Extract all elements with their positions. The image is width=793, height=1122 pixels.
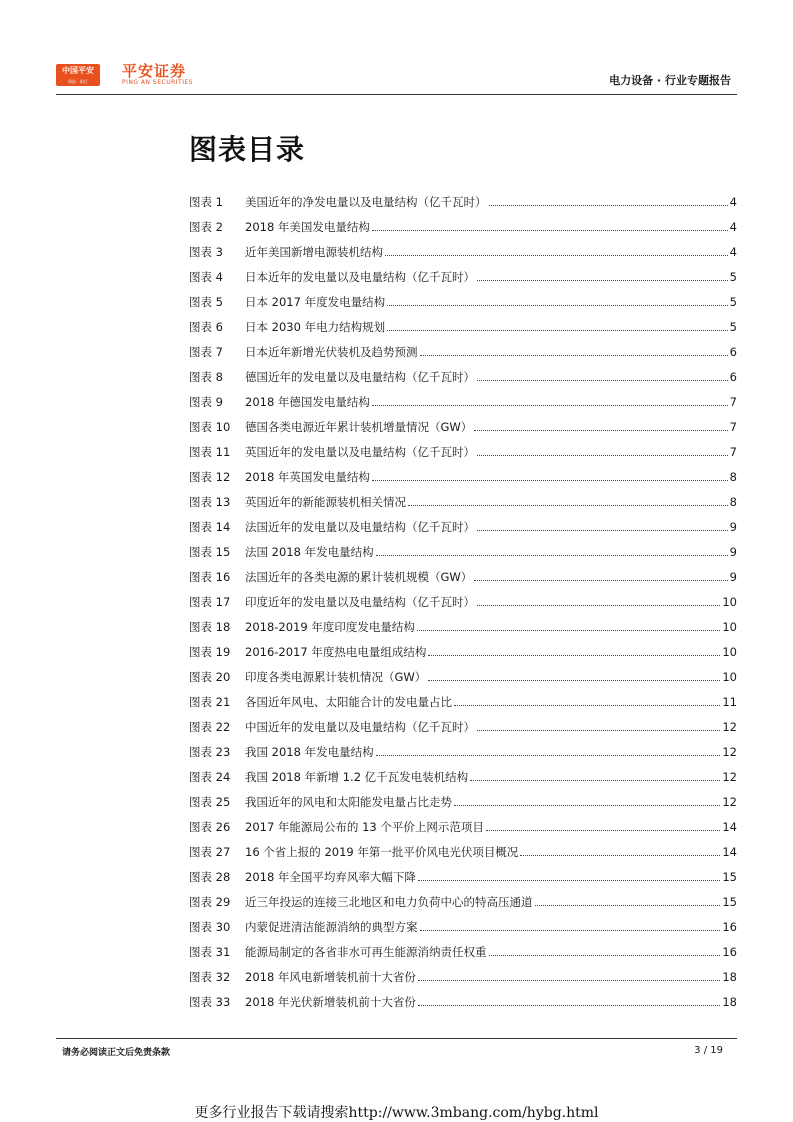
toc-dot-leader xyxy=(376,555,728,556)
toc-entry-title: 英国近年的新能源装机相关情况 xyxy=(245,494,406,509)
header-divider xyxy=(56,94,737,95)
toc-dot-leader xyxy=(418,880,720,881)
toc-entry-page: 18 xyxy=(722,994,737,1009)
toc-dot-leader xyxy=(418,980,720,981)
toc-entry-page: 4 xyxy=(729,244,737,259)
toc-entry[interactable] xyxy=(189,964,737,989)
toc-entry-title: 日本 2017 年度发电量结构 xyxy=(245,294,386,309)
toc-entry-label: 图表 10 xyxy=(189,419,231,434)
page-title: 图表目录 xyxy=(189,133,306,166)
toc-dot-leader xyxy=(486,830,720,831)
toc-entry-page: 16 xyxy=(722,944,737,959)
toc-entry-page: 14 xyxy=(722,819,737,834)
toc-entry[interactable] xyxy=(189,214,737,239)
footer-divider xyxy=(56,1038,737,1039)
toc-dot-leader xyxy=(477,730,720,731)
toc-entry[interactable] xyxy=(189,564,737,589)
toc-entry[interactable] xyxy=(189,764,737,789)
toc-entry-page: 12 xyxy=(722,769,737,784)
toc-entry[interactable] xyxy=(189,814,737,839)
brand-name-en: PING AN SECURITIES xyxy=(122,79,194,86)
toc-entry-title: 日本 2030 年电力结构规划 xyxy=(245,319,386,334)
toc-entry-label: 图表 16 xyxy=(189,569,231,584)
toc-entry-page: 12 xyxy=(722,719,737,734)
toc-entry-page: 11 xyxy=(722,694,737,709)
toc-entry-title: 2018 年风电新增装机前十大省份 xyxy=(245,969,416,984)
logo-box-subtext: 保险 · 银行 xyxy=(68,79,88,84)
toc-entry-label: 图表 15 xyxy=(189,544,231,559)
toc-dot-leader xyxy=(535,905,721,906)
toc-entry-label: 图表 17 xyxy=(189,594,231,609)
ping-an-logo-icon xyxy=(56,64,100,86)
toc-entry[interactable] xyxy=(189,939,737,964)
toc-entry-label: 图表 20 xyxy=(189,669,231,684)
toc-entry[interactable] xyxy=(189,539,737,564)
toc-entry[interactable] xyxy=(189,464,737,489)
toc-entry-title: 16 个省上报的 2019 年第一批平价风电光伏项目概况 xyxy=(245,844,519,859)
toc-entry-title: 近年美国新增电源装机结构 xyxy=(245,244,383,259)
toc-dot-leader xyxy=(477,530,728,531)
toc-entry-title: 日本近年新增光伏装机及趋势预测 xyxy=(245,344,418,359)
logo-box-text: 中国平安 xyxy=(62,66,94,75)
toc-entry-title: 我国近年的风电和太阳能发电量占比走势 xyxy=(245,794,452,809)
toc-entry-title: 2018 年全国平均弃风率大幅下降 xyxy=(245,869,416,884)
toc-entry-page: 6 xyxy=(729,369,737,384)
toc-entry-label: 图表 1 xyxy=(189,194,223,209)
toc-dot-leader xyxy=(454,705,720,706)
toc-entry-title: 2016-2017 年度热电电量组成结构 xyxy=(245,644,427,659)
toc-entry-title: 德国近年的发电量以及电量结构（亿千瓦时） xyxy=(245,369,475,384)
toc-entry-label: 图表 13 xyxy=(189,494,231,509)
toc-entry-page: 7 xyxy=(729,419,737,434)
toc-dot-leader xyxy=(428,655,720,656)
page-number: 3 / 19 xyxy=(694,1045,723,1056)
toc-entry[interactable] xyxy=(189,639,737,664)
toc-dot-leader xyxy=(477,455,728,456)
toc-entry[interactable] xyxy=(189,714,737,739)
toc-entry[interactable] xyxy=(189,514,737,539)
toc-entry-page: 10 xyxy=(722,594,737,609)
toc-entry-page: 4 xyxy=(729,194,737,209)
toc-dot-leader xyxy=(376,755,721,756)
toc-dot-leader xyxy=(387,305,728,306)
toc-entry-title: 2018 年英国发电量结构 xyxy=(245,469,370,484)
toc-entry-page: 16 xyxy=(722,919,737,934)
toc-dot-leader xyxy=(372,405,728,406)
toc-entry-label: 图表 27 xyxy=(189,844,231,859)
toc-dot-leader xyxy=(428,680,720,681)
toc-entry-label: 图表 3 xyxy=(189,244,223,259)
toc-entry[interactable] xyxy=(189,589,737,614)
toc-entry-title: 内蒙促进清洁能源消纳的典型方案 xyxy=(245,919,418,934)
toc-entry[interactable] xyxy=(189,189,737,214)
toc-entry-label: 图表 28 xyxy=(189,869,231,884)
toc-dot-leader xyxy=(417,630,721,631)
toc-entry[interactable] xyxy=(189,264,737,289)
toc-entry[interactable] xyxy=(189,739,737,764)
brand-name xyxy=(122,63,193,87)
toc-dot-leader xyxy=(477,380,728,381)
toc-entry-label: 图表 31 xyxy=(189,944,231,959)
toc-entry[interactable] xyxy=(189,414,737,439)
toc-entry-label: 图表 12 xyxy=(189,469,231,484)
toc-entry-page: 5 xyxy=(729,269,737,284)
toc-entry-label: 图表 14 xyxy=(189,519,231,534)
toc-entry-title: 法国 2018 年发电量结构 xyxy=(245,544,374,559)
footer-disclaimer: 请务必阅读正文后免责条款 xyxy=(62,1048,171,1058)
toc-entry-page: 6 xyxy=(729,344,737,359)
toc-entry-label: 图表 6 xyxy=(189,319,223,334)
toc-entry-title: 2018 年光伏新增装机前十大省份 xyxy=(245,994,416,1009)
toc-entry[interactable] xyxy=(189,889,737,914)
toc-entry-page: 5 xyxy=(729,294,737,309)
toc-entry-label: 图表 30 xyxy=(189,919,231,934)
toc-entry-title: 法国近年的各类电源的累计装机规模（GW） xyxy=(245,569,473,584)
toc-dot-leader xyxy=(418,1005,720,1006)
toc-entry[interactable] xyxy=(189,439,737,464)
toc-entry-label: 图表 5 xyxy=(189,294,223,309)
toc-dot-leader xyxy=(489,955,721,956)
toc-dot-leader xyxy=(385,255,728,256)
toc-entry-label: 图表 11 xyxy=(189,444,231,459)
toc-dot-leader xyxy=(408,505,728,506)
toc-entry-page: 15 xyxy=(722,894,737,909)
toc-entry[interactable] xyxy=(189,339,737,364)
toc-entry-title: 印度近年的发电量以及电量结构（亿千瓦时） xyxy=(245,594,475,609)
toc-entry[interactable] xyxy=(189,239,737,264)
toc-entry-label: 图表 29 xyxy=(189,894,231,909)
toc-entry-title: 我国 2018 年新增 1.2 亿千瓦发电装机结构 xyxy=(245,769,469,784)
toc-entry-page: 7 xyxy=(729,444,737,459)
toc-entry-title: 2018 年美国发电量结构 xyxy=(245,219,370,234)
toc-entry-label: 图表 8 xyxy=(189,369,223,384)
toc-entry-page: 8 xyxy=(729,494,737,509)
toc-entry-label: 图表 18 xyxy=(189,619,231,634)
toc-entry[interactable] xyxy=(189,789,737,814)
toc-entry-title: 中国近年的发电量以及电量结构（亿千瓦时） xyxy=(245,719,475,734)
toc-entry-title: 美国近年的净发电量以及电量结构（亿千瓦时） xyxy=(245,194,487,209)
toc-entry-page: 14 xyxy=(722,844,737,859)
toc-dot-leader xyxy=(489,205,728,206)
download-watermark: 更多行业报告下载请搜索http://www.3mbang.com/hybg.html xyxy=(194,1105,599,1121)
toc-dot-leader xyxy=(372,480,728,481)
toc-dot-leader xyxy=(420,355,728,356)
toc-entry-label: 图表 33 xyxy=(189,994,231,1009)
toc-entry-label: 图表 2 xyxy=(189,219,223,234)
header-logo xyxy=(56,62,193,88)
toc-dot-leader xyxy=(477,605,720,606)
toc-entry-page: 7 xyxy=(729,394,737,409)
report-type: 电力设备 · 行业专题报告 xyxy=(609,74,731,87)
toc-entry-page: 9 xyxy=(729,519,737,534)
toc-dot-leader xyxy=(474,580,727,581)
toc-entry[interactable] xyxy=(189,289,737,314)
toc-entry-label: 图表 24 xyxy=(189,769,231,784)
toc-entry-page: 12 xyxy=(722,744,737,759)
toc-entry-title: 英国近年的发电量以及电量结构（亿千瓦时） xyxy=(245,444,475,459)
toc-entry[interactable] xyxy=(189,864,737,889)
toc-entry-title: 我国 2018 年发电量结构 xyxy=(245,744,374,759)
toc-entry-page: 10 xyxy=(722,619,737,634)
toc-entry-page: 8 xyxy=(729,469,737,484)
table-of-figures xyxy=(189,189,737,1014)
toc-entry-page: 18 xyxy=(722,969,737,984)
toc-entry-title: 近三年投运的连接三北地区和电力负荷中心的特高压通道 xyxy=(245,894,533,909)
toc-entry-page: 4 xyxy=(729,219,737,234)
toc-entry[interactable] xyxy=(189,839,737,864)
toc-dot-leader xyxy=(420,930,721,931)
toc-entry[interactable] xyxy=(189,689,737,714)
toc-entry-title: 法国近年的发电量以及电量结构（亿千瓦时） xyxy=(245,519,475,534)
toc-entry-label: 图表 19 xyxy=(189,644,231,659)
toc-entry-page: 10 xyxy=(722,644,737,659)
toc-entry-label: 图表 7 xyxy=(189,344,223,359)
toc-dot-leader xyxy=(372,230,728,231)
toc-entry[interactable] xyxy=(189,489,737,514)
toc-entry-label: 图表 22 xyxy=(189,719,231,734)
toc-dot-leader xyxy=(520,855,720,856)
toc-dot-leader xyxy=(474,430,727,431)
toc-dot-leader xyxy=(477,280,728,281)
toc-entry[interactable] xyxy=(189,364,737,389)
toc-entry-title: 印度各类电源累计装机情况（GW） xyxy=(245,669,427,684)
toc-entry[interactable] xyxy=(189,614,737,639)
toc-entry-title: 2018-2019 年度印度发电量结构 xyxy=(245,619,415,634)
toc-entry-label: 图表 23 xyxy=(189,744,231,759)
toc-entry-label: 图表 9 xyxy=(189,394,223,409)
toc-entry-title: 日本近年的发电量以及电量结构（亿千瓦时） xyxy=(245,269,475,284)
toc-entry-title: 德国各类电源近年累计装机增量情况（GW） xyxy=(245,419,473,434)
toc-entry-label: 图表 25 xyxy=(189,794,231,809)
toc-entry-page: 15 xyxy=(722,869,737,884)
toc-entry[interactable] xyxy=(189,389,737,414)
toc-entry-label: 图表 21 xyxy=(189,694,231,709)
toc-entry-label: 图表 32 xyxy=(189,969,231,984)
toc-entry[interactable] xyxy=(189,314,737,339)
toc-dot-leader xyxy=(470,780,720,781)
toc-entry-page: 9 xyxy=(729,569,737,584)
toc-entry-title: 能源局制定的各省非水可再生能源消纳责任权重 xyxy=(245,944,487,959)
toc-dot-leader xyxy=(454,805,720,806)
toc-entry-page: 9 xyxy=(729,544,737,559)
toc-entry[interactable] xyxy=(189,989,737,1014)
toc-entry-label: 图表 4 xyxy=(189,269,223,284)
toc-entry-title: 2017 年能源局公布的 13 个平价上网示范项目 xyxy=(245,819,484,834)
toc-dot-leader xyxy=(387,330,728,331)
toc-entry[interactable] xyxy=(189,664,737,689)
toc-entry-page: 10 xyxy=(722,669,737,684)
toc-entry-page: 12 xyxy=(722,794,737,809)
toc-entry-title: 2018 年德国发电量结构 xyxy=(245,394,370,409)
toc-entry-title: 各国近年风电、太阳能合计的发电量占比 xyxy=(245,694,452,709)
brand-name-cn: 平安证券 xyxy=(122,62,187,80)
toc-entry-page: 5 xyxy=(729,319,737,334)
toc-entry-label: 图表 26 xyxy=(189,819,231,834)
toc-entry[interactable] xyxy=(189,914,737,939)
